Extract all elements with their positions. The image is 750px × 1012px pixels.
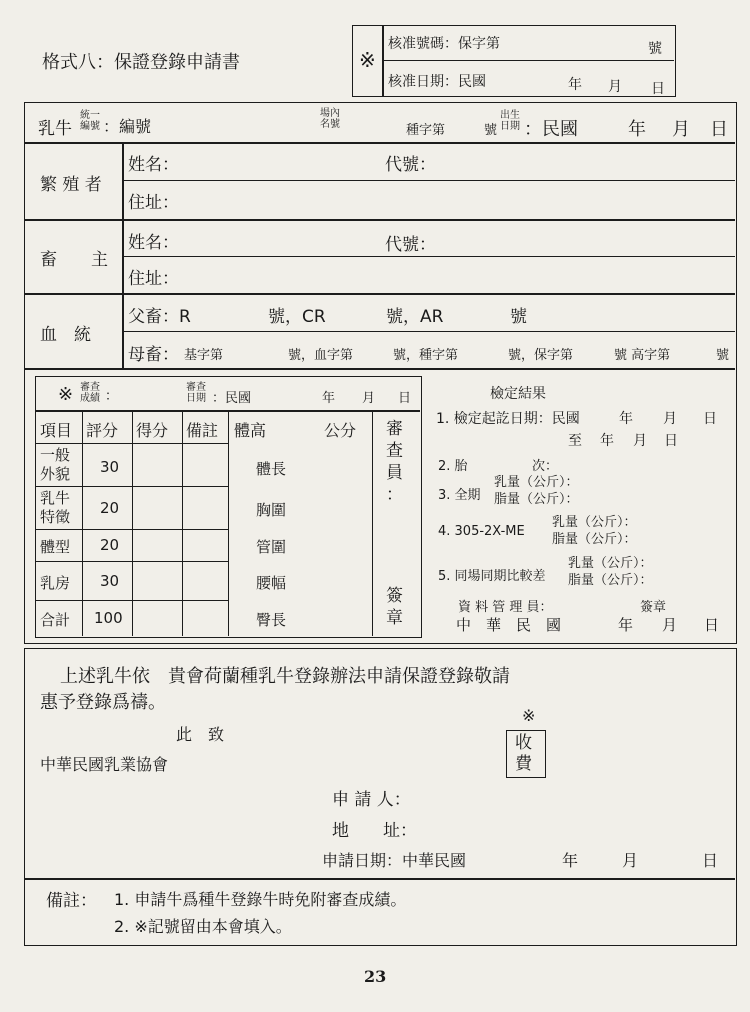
- measure-length: 體長: [256, 460, 287, 478]
- reviewer-label: 審 查 員 ：: [386, 419, 403, 505]
- birth-month: 月: [672, 119, 690, 140]
- test-start-year: 年: [619, 411, 633, 427]
- birth-day: 日: [710, 119, 728, 140]
- approval-year: 年: [568, 77, 582, 93]
- inspection-mark: ※: [58, 384, 74, 405]
- owner-name-label: 姓名：: [128, 233, 179, 253]
- measure-height-label: 體高: [234, 421, 267, 440]
- score-dairy: 20: [100, 499, 120, 517]
- inspection-colon: ：: [105, 389, 119, 404]
- score-body: 20: [100, 536, 120, 554]
- reviewer-seal-label: 簽 章: [386, 586, 403, 628]
- parity-suffix: 次：: [532, 459, 559, 474]
- breeder-address-label: 住址：: [128, 193, 179, 213]
- sire-cr-unit: 號，AR: [386, 307, 444, 327]
- application-date-label: 申請日期：中華民國: [322, 851, 467, 870]
- score-total: 100: [94, 609, 123, 627]
- measure-cannon: 管圍: [256, 538, 287, 556]
- dam-label: 母畜：: [128, 345, 179, 365]
- me305-label: 4. 305-2X-ME: [438, 524, 525, 539]
- measure-rump: 臀長: [256, 611, 287, 629]
- test-period-to: 至: [568, 433, 582, 449]
- dam-high-number: 號 高字第: [614, 348, 671, 363]
- fee-label: 收 費: [515, 733, 532, 774]
- cow-id-label: 統一 編號: [80, 110, 100, 132]
- full-period-values: 乳量（公斤）： 脂量（公斤）：: [494, 475, 579, 507]
- col-score-header: 評分: [86, 421, 119, 440]
- test-end-month: 月: [633, 433, 647, 449]
- table-row-udder: 乳房: [40, 574, 71, 592]
- roc-date-label: 中 華 民 國: [456, 616, 562, 634]
- dam-end-unit: 號: [716, 348, 730, 363]
- statement-line-1: 上述乳牛依 貴會荷蘭種乳牛登錄辦法申請保證登錄敬請: [60, 666, 510, 687]
- measure-chest: 胸圍: [256, 501, 287, 519]
- score-udder: 30: [100, 572, 120, 590]
- statement-line-2: 惠予登錄爲禱。: [40, 692, 166, 713]
- breeder-name-label: 姓名：: [128, 155, 179, 175]
- breed-number-label: 種字第: [406, 123, 446, 138]
- sire-label: 父畜：R: [128, 307, 191, 327]
- dam-basic-number: 基字第: [184, 348, 224, 363]
- col-earned-header: 得分: [136, 421, 169, 440]
- approval-number-suffix: 號: [648, 41, 662, 57]
- data-manager-label: 資 料 管 理 員：: [458, 600, 553, 615]
- approval-date-label: 核准日期：民國: [388, 74, 486, 90]
- application-month: 月: [622, 851, 639, 870]
- inspection-result-label: 審查 成績: [80, 382, 100, 404]
- note-1: 1. 申請牛爲種牛登錄牛時免附審查成績。: [114, 890, 407, 909]
- measure-hip: 腰幅: [256, 574, 287, 592]
- cow-number-label: ：編號: [103, 117, 152, 136]
- data-manager-seal: 簽章: [640, 600, 667, 615]
- dam-breed-number: 號，種字第: [393, 348, 459, 363]
- test-end-day: 日: [664, 433, 678, 449]
- table-row-total: 合計: [40, 611, 71, 629]
- note-2: 2. ※記號留由本會填入。: [114, 917, 292, 936]
- inspection-month: 月: [362, 391, 376, 406]
- applicant-address-label: 地 址：: [332, 821, 417, 841]
- roc-month: 月: [662, 616, 678, 634]
- sire-ar-unit: 號: [510, 307, 527, 327]
- col-item-header: 項目: [40, 421, 73, 440]
- farm-name-label: 場內 名號: [320, 108, 340, 130]
- application-year: 年: [562, 851, 579, 870]
- owner-code-label: 代號：: [385, 235, 436, 255]
- me305-values: 乳量（公斤）： 脂量（公斤）：: [552, 515, 637, 547]
- test-end-year: 年: [600, 433, 614, 449]
- birth-year: 年: [628, 119, 646, 140]
- application-day: 日: [702, 851, 719, 870]
- inspection-day: 日: [398, 391, 412, 406]
- owner-address-label: 住址：: [128, 269, 179, 289]
- score-general: 30: [100, 458, 120, 476]
- parity-label: 2. 胎: [438, 459, 468, 474]
- dam-guarantee-number: 號，保字第: [508, 348, 574, 363]
- table-row-dairy: 乳牛 特徵: [40, 489, 71, 526]
- inspection-date-label: 審查 日期: [186, 382, 206, 404]
- owner-label: 畜 主: [40, 250, 108, 270]
- cow-label: 乳牛: [38, 119, 72, 139]
- herd-compare-values: 乳量（公斤）： 脂量（公斤）：: [568, 556, 653, 588]
- approval-mark: ※: [359, 48, 376, 72]
- breed-number-unit: 號: [484, 123, 498, 138]
- form-title: 格式八：保證登錄申請書: [42, 52, 240, 73]
- birth-era: ：民國: [524, 119, 578, 140]
- birth-date-label: 出生 日期: [500, 110, 520, 132]
- breeder-label: 繁 殖 者: [40, 175, 102, 195]
- col-remarks-header: 備註: [186, 421, 219, 440]
- applicant-name-label: 申 請 人：: [332, 790, 411, 810]
- notes-label: 備註：: [46, 891, 97, 911]
- pedigree-label: 血 統: [40, 325, 91, 345]
- sire-r-unit: 號，CR: [268, 307, 326, 327]
- full-period-label: 3. 全期: [438, 488, 481, 503]
- page-number: 23: [364, 967, 387, 986]
- inspection-date-era: ：民國: [212, 391, 252, 406]
- roc-year: 年: [618, 616, 634, 634]
- table-row-body: 體型: [40, 538, 71, 556]
- table-row-general: 一般 外貌: [40, 446, 71, 483]
- salutation-to: 此 致: [176, 725, 225, 744]
- approval-month: 月: [608, 79, 622, 95]
- test-start-month: 月: [663, 411, 677, 427]
- test-period-label: 1. 檢定起訖日期：民國: [436, 411, 580, 427]
- inspection-year: 年: [322, 391, 336, 406]
- measure-unit: 公分: [324, 421, 357, 440]
- approval-number-label: 核准號碼：保字第: [388, 36, 500, 52]
- roc-day: 日: [704, 616, 720, 634]
- test-start-day: 日: [703, 411, 717, 427]
- test-results-title: 檢定結果: [490, 386, 546, 402]
- recipient-name: 中華民國乳業協會: [40, 755, 169, 774]
- herd-compare-label: 5. 同場同期比較差: [438, 569, 546, 584]
- approval-day: 日: [651, 81, 665, 97]
- dam-blood-number: 號，血字第: [288, 348, 354, 363]
- fee-mark: ※: [522, 706, 536, 725]
- breeder-code-label: 代號：: [385, 155, 436, 175]
